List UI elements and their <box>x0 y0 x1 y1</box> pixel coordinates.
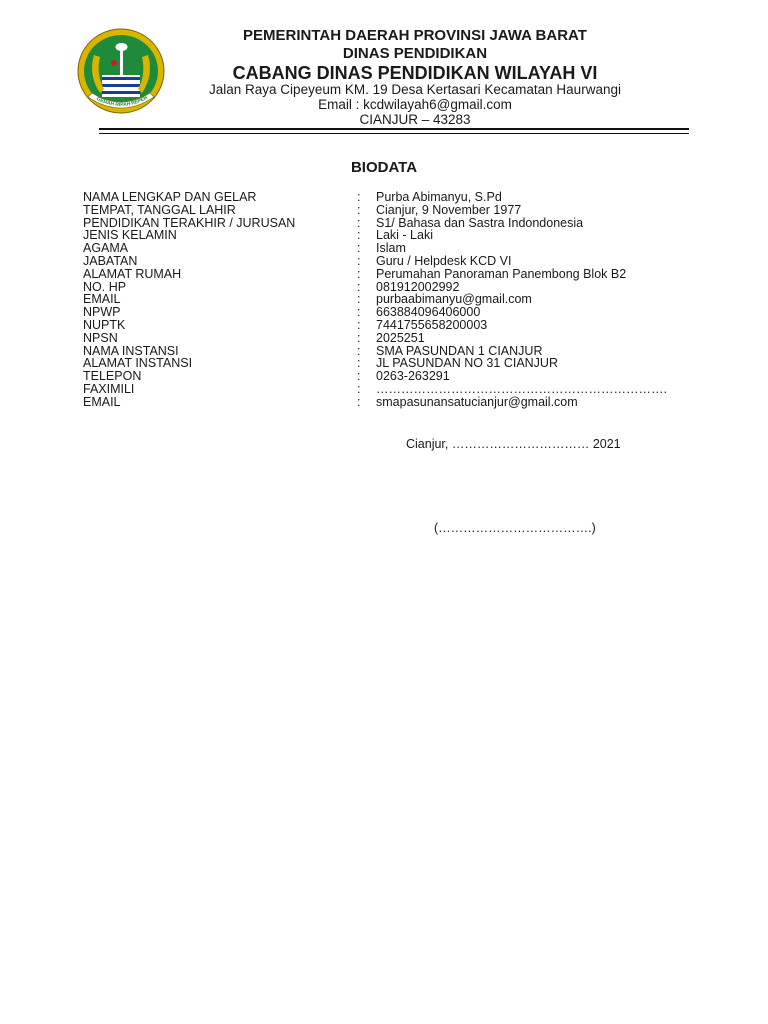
field-value: 0263-263291 <box>376 369 450 384</box>
field-label: JENIS KELAMIN <box>83 228 177 243</box>
field-label: NO. HP <box>83 279 127 294</box>
header-government: PEMERINTAH DAERAH PROVINSI JAWA BARAT <box>243 27 587 44</box>
field-value: Laki - Laki <box>376 228 433 243</box>
field-label: NAMA INSTANSI <box>83 343 179 358</box>
field-value: 2025251 <box>376 330 425 345</box>
field-label: ALAMAT INSTANSI <box>83 356 193 371</box>
field-value: Purba Abimanyu, S.Pd <box>376 190 502 204</box>
field-colon: : <box>357 318 361 332</box>
field-colon: : <box>357 241 361 256</box>
field-label: NPSN <box>83 330 118 345</box>
field-colon: : <box>357 266 361 281</box>
header-city: CIANJUR – 43283 <box>359 112 471 127</box>
field-colon: : <box>357 228 361 243</box>
field-value: Perumahan Panoraman Panembong Blok B2 <box>376 266 627 281</box>
field-value: 7441755658200003 <box>376 318 488 332</box>
place-date: Cianjur, …………………………… 2021 <box>406 437 621 451</box>
header-address: Jalan Raya Cipeyeum KM. 19 Desa Kertasari Kecamatan Haurwangi <box>209 82 621 97</box>
field-colon: : <box>357 330 361 345</box>
field-label: NUPTK <box>83 318 126 332</box>
field-colon: : <box>357 202 361 217</box>
field-colon: : <box>357 305 361 320</box>
field-label: ALAMAT RUMAH <box>83 266 182 281</box>
field-label: NAMA LENGKAP DAN GELAR <box>83 190 257 204</box>
field-colon: : <box>357 254 361 268</box>
field-value: 663884096406000 <box>376 305 481 320</box>
document-title: BIODATA <box>350 159 418 176</box>
field-label: EMAIL <box>83 292 121 307</box>
header-branch: CABANG DINAS PENDIDIKAN WILAYAH VI <box>232 63 598 83</box>
header-department: DINAS PENDIDIKAN <box>342 45 488 62</box>
field-label: PENDIDIKAN TERAKHIR / JURUSAN <box>83 215 296 230</box>
field-colon: : <box>357 356 361 371</box>
field-value: smapasunansatucianjur@gmail.com <box>376 394 578 409</box>
field-colon: : <box>357 394 361 409</box>
field-label: JABATAN <box>83 254 138 268</box>
field-value: JL PASUNDAN NO 31 CIANJUR <box>376 356 558 371</box>
field-label: TELEPON <box>83 369 142 384</box>
letterhead-thick-rule <box>99 128 689 130</box>
field-colon: : <box>357 292 361 307</box>
header-email: Email : kcdwilayah6@gmail.com <box>318 97 512 112</box>
field-value: SMA PASUNDAN 1 CIANJUR <box>376 343 543 358</box>
field-colon: : <box>357 382 361 396</box>
field-row <box>0 204 768 217</box>
signature-placeholder: (……………………………….) <box>434 521 596 535</box>
field-colon: : <box>357 190 361 204</box>
letterhead-thin-rule <box>99 133 689 134</box>
field-value: Guru / Helpdesk KCD VI <box>376 254 512 268</box>
field-row <box>0 332 768 345</box>
field-colon: : <box>357 215 361 230</box>
field-value: purbaabimanyu@gmail.com <box>376 292 532 307</box>
field-label: EMAIL <box>83 394 121 409</box>
field-colon: : <box>357 279 361 294</box>
field-label: TEMPAT, TANGGAL LAHIR <box>83 202 236 217</box>
field-value: Cianjur, 9 November 1977 <box>376 202 522 217</box>
west-java-emblem-icon <box>76 27 166 115</box>
field-label: AGAMA <box>83 241 129 256</box>
field-value: ……………………………………………………………. <box>376 382 667 396</box>
field-value: Islam <box>376 241 406 256</box>
field-colon: : <box>357 343 361 358</box>
field-row <box>0 396 768 409</box>
field-label: NPWP <box>83 305 121 320</box>
field-value: 081912002992 <box>376 279 460 294</box>
field-value: S1/ Bahasa dan Sastra Indondonesia <box>376 215 584 230</box>
field-label: FAXIMILI <box>83 382 135 396</box>
emblem-motto: GEMAH RIPAH REPEH <box>95 94 149 109</box>
field-colon: : <box>357 369 361 384</box>
field-row <box>0 268 768 281</box>
